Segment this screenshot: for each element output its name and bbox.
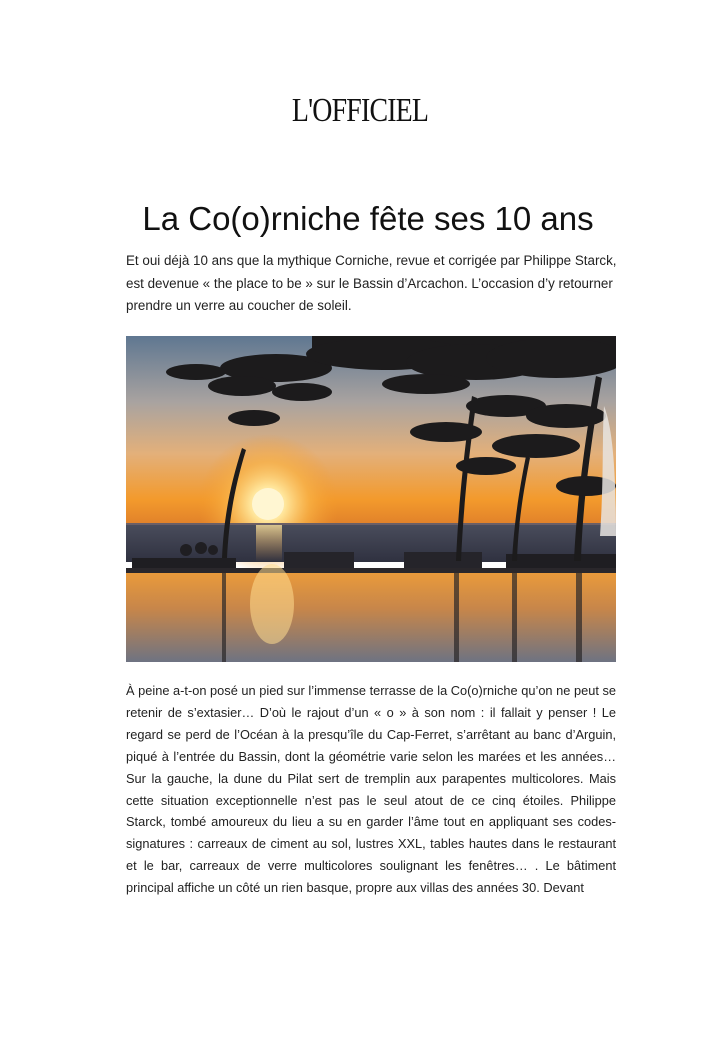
person-head — [208, 545, 218, 555]
tree-reflection — [576, 573, 582, 662]
sun-path — [256, 524, 282, 562]
sun-reflection — [250, 564, 294, 644]
sun — [252, 488, 284, 520]
lounger — [284, 552, 354, 569]
tree-reflection — [454, 573, 459, 662]
lounger — [506, 554, 616, 568]
magazine-logo: L'OFFICIEL — [291, 92, 429, 129]
horizon — [126, 523, 616, 525]
article-lede: Et oui déjà 10 ans que la mythique Corniche, revue et corrigée par Philippe Starck, est devenue « the place to be » sur le Bassin d’Arcachon. L’occasion d’y retourner prendre un verre au coucher de soleil. — [126, 253, 617, 313]
article-title: La Co(o)rniche fête ses 10 ans — [142, 200, 594, 237]
person-head — [180, 544, 192, 556]
tree-reflection — [512, 573, 517, 662]
sunset-pool-photo — [126, 336, 616, 662]
article-body: À peine a-t-on posé un pied sur l’immense terrasse de la Co(o)rniche qu’on ne peut se retenir de s’extasier… D’où le rajout d’un « o » à son nom : il fallait y penser ! Le regard se perd de l’Océan à la presqu’île du Cap-Ferret, s’arrêtant au banc d’Arguin, piqué à l’entrée du Bassin, dont la géométrie varie selon les marées et les années… Sur la gauche, la dune du Pilat sert de tremplin aux parapentes multicolores. Mais cette situation exceptionnelle n’est pas le seul atout de ce cinq étoiles. Philippe Starck, tombé amoureux du lieu a su en garder l’âme tout en appliquant ses codes-signatures : carreaux de ciment au sol, lustres XXL, tables hautes dans le restaurant et le bar, carreaux de verre multicolores soulignant les fenêtres… . Le bâtiment principal affiche un côté un rien basque, propre aux villas des années 30. Devant — [126, 683, 616, 896]
pool-water — [126, 573, 616, 662]
lounger — [404, 552, 482, 569]
person-head — [195, 542, 207, 554]
pool-edge — [126, 568, 616, 573]
tree-reflection — [222, 573, 226, 662]
